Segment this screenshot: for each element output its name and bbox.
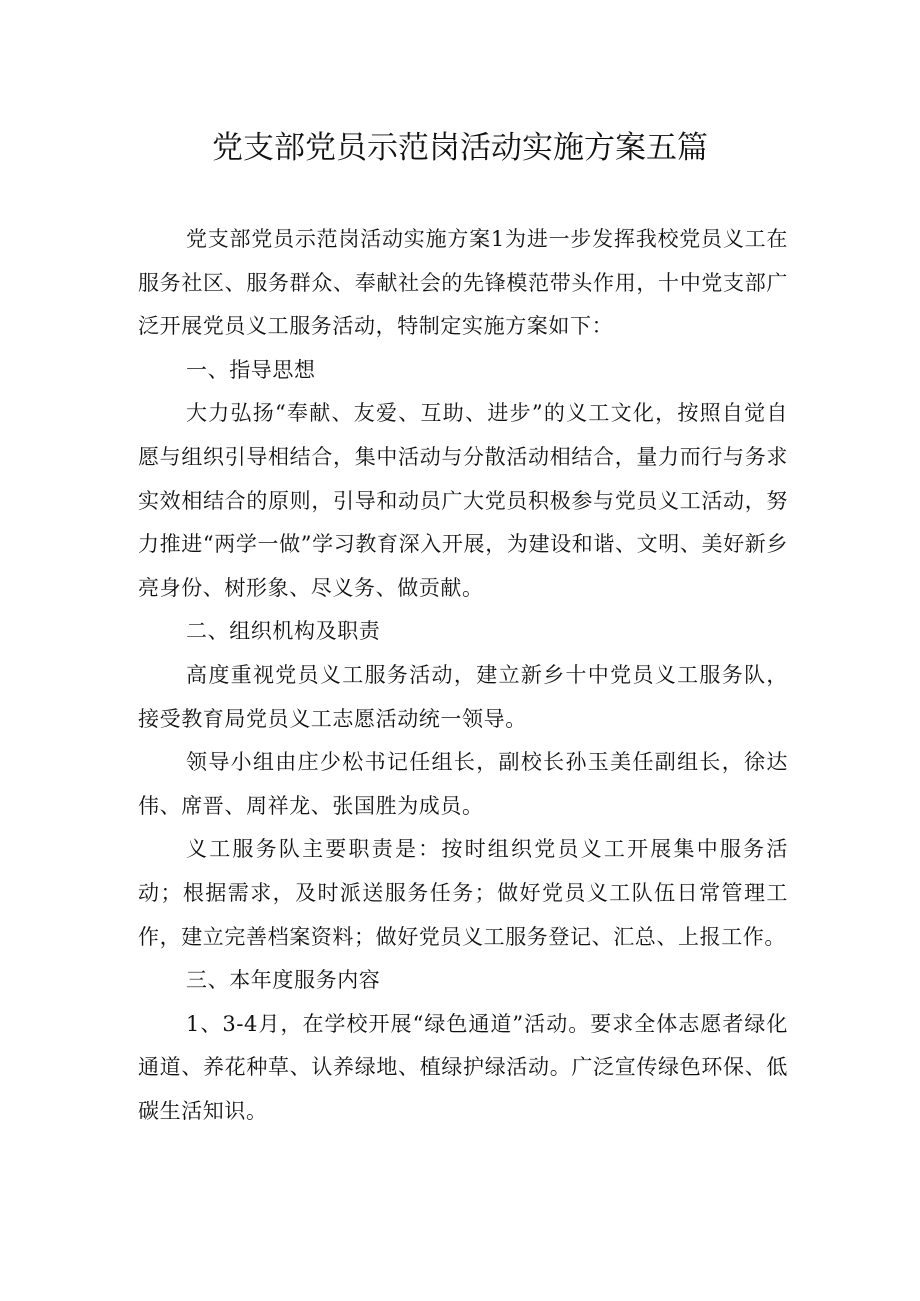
paragraph-guiding-ideology: 大力弘扬“奉献、友爱、互助、进步”的义工文化，按照自觉自愿与组织引导相结合，集中活动与分散活动相结合，量力而行与务求实效相结合的原则，引导和动员广大党员积极参与党员义工活动，努力推进“两学一做”学习教育深入开展，为建设和谐、文明、美好新乡亮身份、树形象、尽义务、做贡献。 <box>138 401 788 600</box>
paragraph-responsibilities: 义工服务队主要职责是：按时组织党员义工开展集中服务活动；根据需求，及时派送服务任务；做好党员义工队伍日常管理工作，建立完善档案资料；做好党员义工服务登记、汇总、上报工作。 <box>138 837 788 949</box>
paragraph-intro: 党支部党员示范岗活动实施方案1为进一步发挥我校党员义工在服务社区、服务群众、奉献社会的先锋模范带头作用，十中党支部广泛开展党员义工服务活动，特制定实施方案如下： <box>138 227 788 339</box>
heading-service-content: 三、本年度服务内容 <box>186 968 381 993</box>
paragraph-organization: 高度重视党员义工服务活动，建立新乡十中党员义工服务队，接受教育局党员义工志愿活动统一领导。 <box>138 662 788 731</box>
heading-organization: 二、组织机构及职责 <box>186 619 381 644</box>
paragraph-green-channel: 1、3-4月，在学校开展“绿色通道”活动。要求全体志愿者绿化通道、养花种草、认养绿地、植绿护绿活动。广泛宣传绿色环保、低碳生活知识。 <box>138 1011 788 1123</box>
paragraph-leadership-group: 领导小组由庄少松书记任组长，副校长孙玉美任副组长，徐达伟、席晋、周祥龙、张国胜为成员。 <box>138 750 788 818</box>
heading-guiding-ideology: 一、指导思想 <box>186 357 316 382</box>
document-body <box>138 218 788 1133</box>
document-title: 党支部党员示范岗活动实施方案五篇 <box>212 130 708 166</box>
